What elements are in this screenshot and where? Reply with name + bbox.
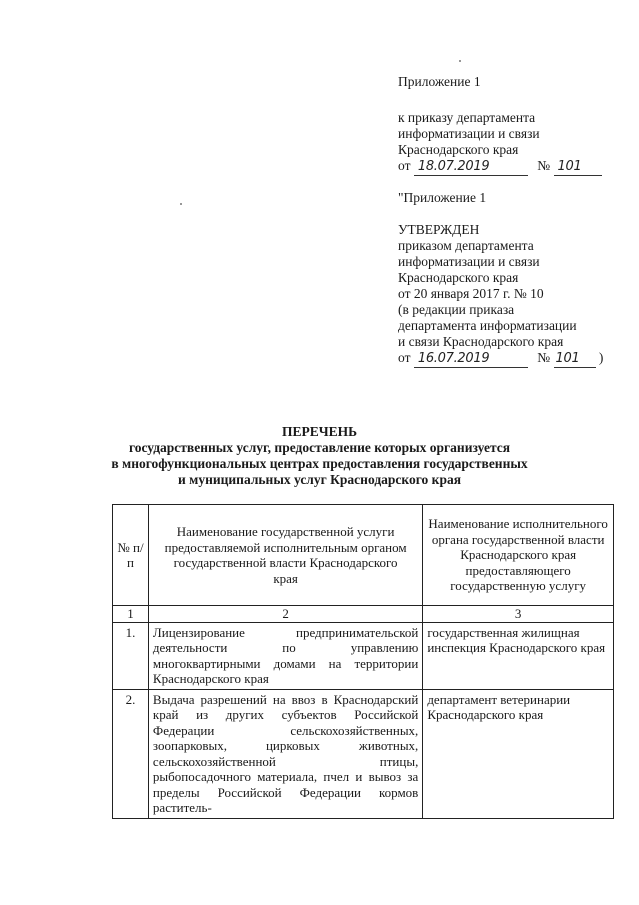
index-cell: 3 xyxy=(423,606,614,623)
date-prefix: от xyxy=(398,350,411,365)
row-num: 2. xyxy=(113,689,149,818)
index-cell: 2 xyxy=(148,606,422,623)
appendix-date-line xyxy=(398,158,602,176)
header-authority: Наименование исполнительного органа государственной власти Краснодарского края предоставляющего государственную услугу xyxy=(423,505,614,606)
row-service: Выдача разрешений на ввоз в Краснодарский край из других субъектов Российской Федерации сельскохозяйственных, зоопарковых, цирковых животных, сельскохозяйственной птицы, рыбопосадочного материала, пчел и вывоз за пределы Российской Федерации кормов раститель- xyxy=(148,689,422,818)
row-authority: государственная жилищная инспекция Краснодарского края xyxy=(423,622,614,689)
header-num: № п/п xyxy=(113,505,149,606)
approved-line: (в редакции приказа xyxy=(398,302,515,317)
close-paren: ) xyxy=(598,350,604,365)
approved-line: от 20 января 2017 г. № 10 xyxy=(398,286,544,301)
title-line: и муниципальных услуг Краснодарского края xyxy=(177,472,462,487)
handwritten-date: 16.07.2019 xyxy=(414,351,528,368)
appendix-title: Приложение 1 xyxy=(398,74,481,89)
date-prefix: от xyxy=(398,158,411,173)
table-row xyxy=(113,689,614,818)
approved-line: департамента информатизации xyxy=(398,318,577,333)
header-service: Наименование государственной услуги предоставляемой исполнительным органом государственной власти Краснодарского края xyxy=(148,505,422,606)
approved-line: и связи Краснодарского края xyxy=(398,334,564,349)
title-line: государственных услуг, предоставление которых организуется xyxy=(128,440,511,455)
approved-heading: УТВЕРЖДЕН xyxy=(398,222,480,237)
appendix-line: Краснодарского края xyxy=(398,142,519,157)
row-num: 1. xyxy=(113,622,149,689)
services-table xyxy=(112,504,614,819)
number-prefix: № xyxy=(537,158,551,173)
approved-line: Краснодарского края xyxy=(398,270,519,285)
scan-speck xyxy=(459,60,461,62)
approved-line: приказом департамента xyxy=(398,238,534,253)
title-line: в многофункциональных центрах предоставления государственных xyxy=(111,456,528,471)
row-authority: департамент ветеринарии Краснодарского края xyxy=(423,689,614,818)
index-cell: 1 xyxy=(113,606,149,623)
approved-line: информатизации и связи xyxy=(398,254,540,269)
approved-appendix-title: "Приложение 1 xyxy=(398,190,487,205)
title-heading: ПЕРЕЧЕНЬ xyxy=(281,424,358,439)
appendix-line: информатизации и связи xyxy=(398,126,540,141)
approved-date-line xyxy=(398,350,603,368)
scan-speck xyxy=(180,203,182,205)
table-row xyxy=(113,622,614,689)
handwritten-number: 101 xyxy=(554,159,602,176)
number-prefix: № xyxy=(537,350,551,365)
handwritten-date: 18.07.2019 xyxy=(414,159,528,176)
table-index-row xyxy=(113,606,614,623)
row-service: Лицензирование предпринимательской деятельности по управлению многоквартирными домами на территории Краснодарского края xyxy=(148,622,422,689)
appendix-line: к приказу департамента xyxy=(398,110,536,125)
table-header-row xyxy=(113,505,614,606)
handwritten-number: 101 xyxy=(554,351,596,368)
